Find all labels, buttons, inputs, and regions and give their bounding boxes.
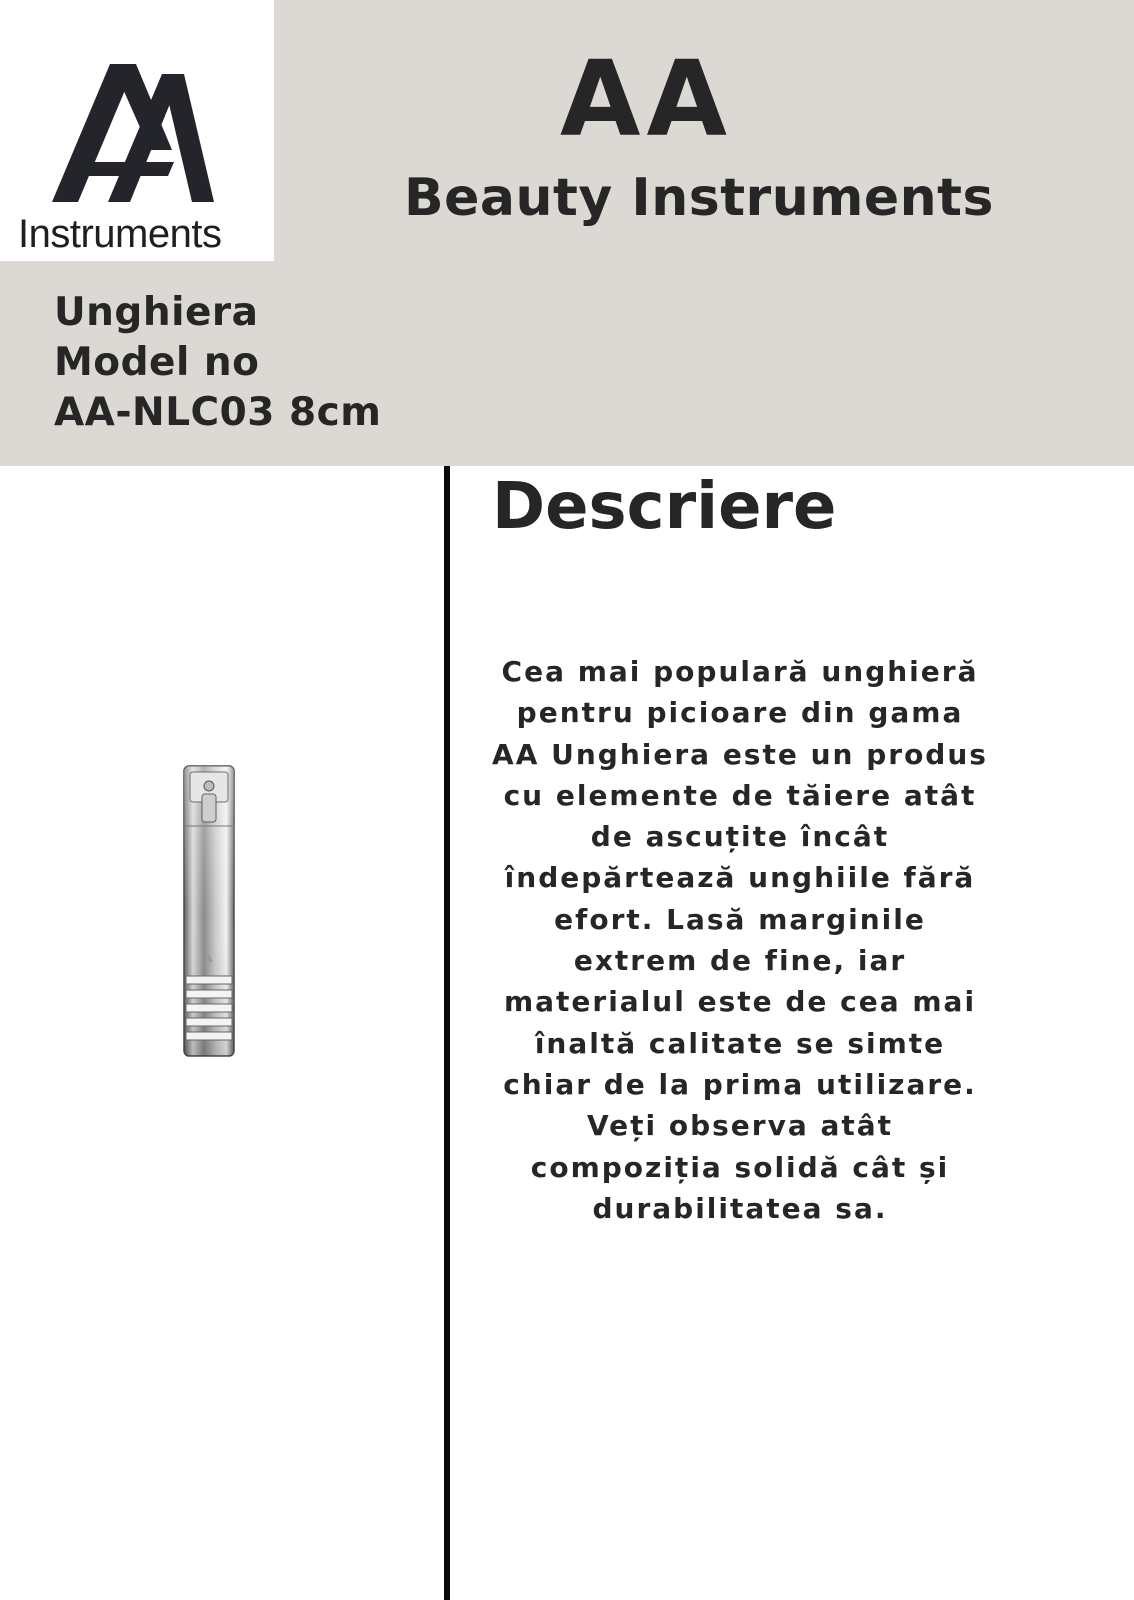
brand-subtitle: Beauty Instruments (404, 168, 994, 228)
description-line: compoziția solidă cât și (530, 1150, 950, 1184)
vertical-divider (444, 466, 450, 1600)
description-line: înaltă calitate se simte (534, 1026, 946, 1060)
description-line: AA Unghiera este un produs (492, 737, 988, 771)
description-line: materialul este de cea mai (503, 985, 977, 1019)
product-title-line: Unghiera (54, 290, 259, 335)
description-line: pentru picioare din gama (516, 696, 964, 730)
nail-clipper-image (180, 764, 240, 1060)
product-title-line: Model no (54, 340, 260, 385)
product-title-line: AA-NLC03 8cm (54, 390, 382, 435)
description-line: chiar de la prima utilizare. (503, 1067, 977, 1101)
description-line: îndepărtează unghiile fără (504, 861, 976, 895)
description-line: extrem de fine, iar (573, 944, 907, 978)
description-text (470, 651, 1010, 1229)
description-line: Veți observa atât (586, 1109, 894, 1143)
description-line: de ascuțite încât (590, 820, 890, 854)
aa-monogram-logo-icon (50, 62, 215, 210)
description-line: Cea mai populară unghieră (501, 655, 979, 688)
brand-title: AA (560, 38, 733, 160)
product-title (54, 288, 381, 438)
description-line: efort. Lasă marginile (554, 902, 926, 936)
description-line: cu elemente de tăiere atât (503, 778, 977, 812)
logo-wordmark: Instruments (18, 212, 222, 256)
description-heading: Descriere (492, 470, 837, 544)
brand-logo (0, 0, 274, 261)
description-line: durabilitatea sa. (592, 1191, 888, 1225)
